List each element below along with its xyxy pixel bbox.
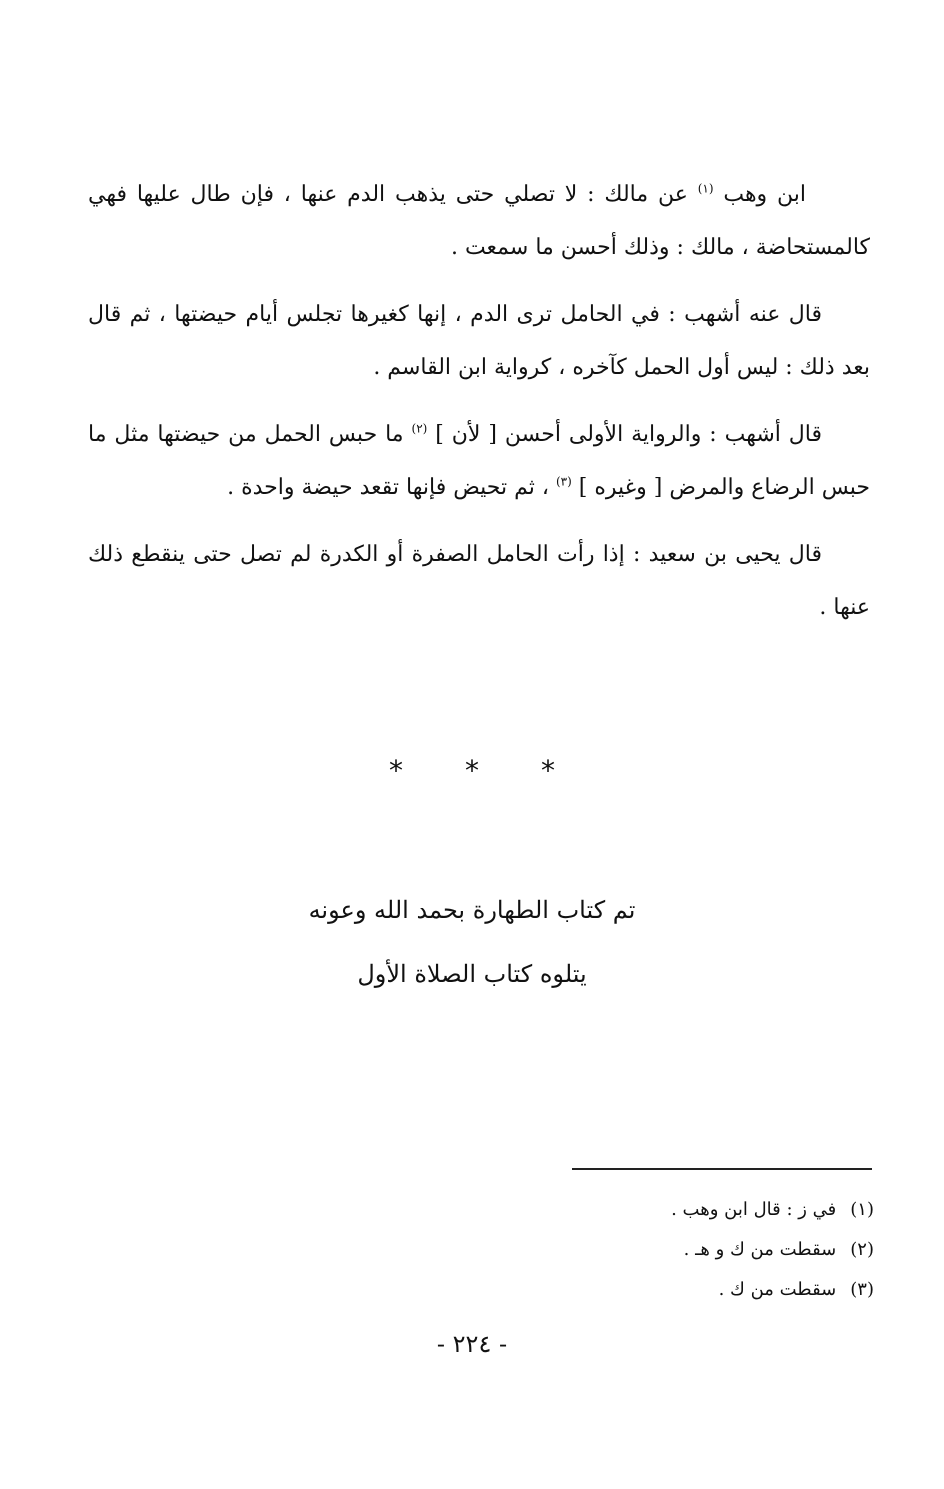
footnote-text: سقطت من ك . <box>718 1279 837 1300</box>
footnote-marker-3: (٣) <box>555 474 572 489</box>
paragraph-3-text-a: قال أشهب : والرواية الأولى أحسن [ لأن ] <box>427 422 822 447</box>
separator-star: * <box>541 754 555 787</box>
footnote-number: (٣) <box>850 1279 874 1300</box>
footnotes <box>374 1190 874 1310</box>
page-number: - ٢٢٤ - <box>436 1330 508 1358</box>
footnote-text: في ز : قال ابن وهب . <box>671 1199 837 1220</box>
paragraph-4-text: قال يحيى بن سعيد : إذا رأت الحامل الصفرة أو الكدرة لم تصل حتى ينقطع ذلك عنها . <box>88 542 870 620</box>
footnote-text: سقطت من ك و هـ . <box>683 1239 837 1260</box>
paragraph-3-text-c: ، ثم تحيض فإنها تقعد حيضة واحدة . <box>227 475 556 500</box>
footnote-marker-2: (٢) <box>411 421 428 436</box>
paragraph-4 <box>88 528 870 634</box>
main-text <box>88 168 870 648</box>
closing-line-1: تم كتاب الطهارة بحمد الله وعونه <box>308 896 636 924</box>
footnote-item <box>374 1270 874 1310</box>
separator-star: * <box>389 754 403 787</box>
footnote-number: (٢) <box>850 1239 874 1260</box>
footnote-item <box>374 1230 874 1270</box>
paragraph-3 <box>88 408 870 514</box>
paragraph-2-text: قال عنه أشهب : في الحامل ترى الدم ، إنها كغيرها تجلس أيام حيضتها ، ثم قال بعد ذلك : ليس أول الحمل كآخره ، كرواية ابن القاسم . <box>88 302 870 380</box>
paragraph-3-text-b: ما حبس الحمل من حيضتها مثل ما حبس الرضاع والمرض [ وغيره ] <box>88 422 870 500</box>
paragraph-1-text-a: ابن وهب <box>713 182 806 207</box>
footnote-divider <box>572 1168 872 1170</box>
footnote-number: (١) <box>850 1199 874 1220</box>
paragraph-1 <box>88 168 870 274</box>
separator-star: * <box>465 754 479 787</box>
paragraph-1-text-b: عن مالك : لا تصلي حتى يذهب الدم عنها ، فإن طال عليها فهي كالمستحاضة ، مالك : وذلك أحسن ما سمعت . <box>88 182 870 260</box>
footnote-marker-1: (١) <box>697 181 714 196</box>
closing-line-2: يتلوه كتاب الصلاة الأول <box>357 960 587 988</box>
section-separator <box>0 754 944 787</box>
footnote-item <box>374 1190 874 1230</box>
paragraph-2 <box>88 288 870 394</box>
